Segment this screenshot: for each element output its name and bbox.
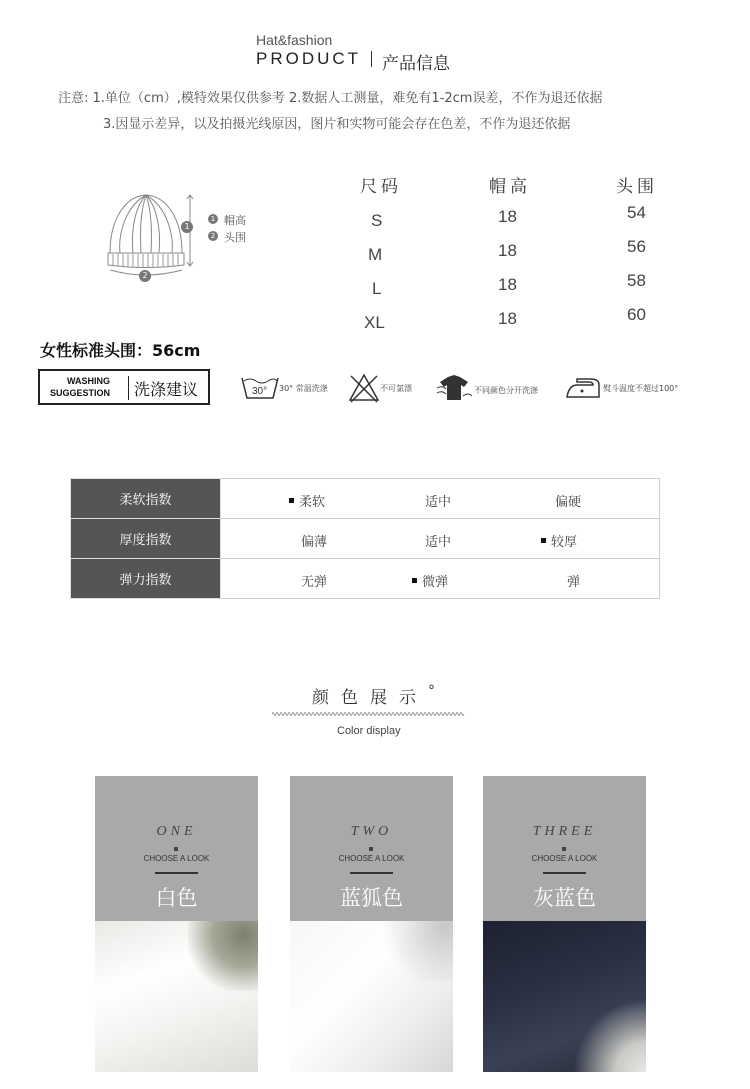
card-number: ONE: [156, 824, 197, 839]
index-option-selected: [289, 491, 325, 510]
legend-2-label: 头围: [224, 231, 246, 244]
wash-label-1: 30° 常温洗涤: [279, 384, 328, 393]
card-underline: [543, 872, 586, 874]
selected-marker-icon: [412, 578, 417, 583]
card-number: THREE: [532, 824, 597, 839]
color-card-grey-blue: [483, 776, 646, 1072]
header-title-en: PRODUCT: [256, 49, 362, 68]
index-row-softness: [71, 479, 660, 519]
card-choose-label: CHOOSE A LOOK: [531, 854, 598, 863]
washing-divider: [128, 376, 129, 400]
index-label-softness: 柔软指数: [71, 479, 221, 519]
card-dot: [369, 847, 373, 851]
separate-colors-icon: [436, 374, 474, 404]
height-cell: 18: [498, 309, 517, 328]
card-choose-label: CHOOSE A LOOK: [338, 854, 405, 863]
index-label-thickness: 厚度指数: [71, 519, 221, 559]
index-option-selected: [541, 531, 577, 550]
index-row-elasticity: [71, 559, 660, 599]
washing-en: [50, 375, 110, 399]
color-display-title-suffix: °: [428, 683, 447, 699]
index-option-selected: [412, 571, 448, 590]
legend-1-badge: 1: [208, 214, 218, 224]
color-card-blue-fox: [290, 776, 453, 1072]
index-options-softness: [221, 479, 660, 519]
circumference-cell: 58: [627, 271, 646, 290]
index-option: 偏硬: [555, 495, 582, 510]
legend-2-badge: 2: [208, 231, 218, 241]
card-underline: [155, 872, 198, 874]
washing-cn: 洗涤建议: [134, 380, 199, 399]
legend-1-label: 帽高: [224, 214, 246, 227]
washing-suggestion-box: [38, 369, 210, 405]
selected-marker-icon: [541, 538, 546, 543]
card-number: TWO: [350, 824, 393, 839]
height-cell: 18: [498, 207, 517, 226]
option-text: 微弹: [422, 575, 449, 590]
wash-label-2: 不可氯漂: [380, 384, 412, 393]
note-line-1: 注意: 1.单位（cm）,模特效果仅供参考 2.数据人工测量，难免有1-2cm误差，不作为退还依据: [58, 91, 603, 106]
washing-en-line1: WASHING: [67, 376, 111, 386]
no-bleach-icon: [348, 373, 380, 403]
height-marker: 1: [181, 221, 193, 233]
option-text: 柔软: [299, 495, 326, 510]
index-label-elasticity: 弹力指数: [71, 559, 221, 599]
wash-30-icon: [241, 375, 279, 401]
iron-icon: [565, 376, 601, 400]
women-standard-label: 女性标准头围：56cm: [40, 341, 201, 360]
card-color-name: 蓝狐色: [340, 886, 403, 910]
color-card-white: [95, 776, 258, 1072]
card-color-name: 白色: [155, 886, 198, 910]
header-subtitle: Hat&fashion: [256, 32, 333, 48]
size-cell: L: [372, 279, 382, 298]
hat-diagram: [98, 188, 210, 283]
card-header: [290, 776, 453, 921]
index-options-thickness: [221, 519, 660, 559]
note-line-2: 3.因显示差异，以及拍摄光线原因，图片和实物可能会存在色差，不作为退还依据: [103, 117, 571, 132]
color-display-title: [312, 683, 447, 708]
wave-divider: [272, 710, 466, 718]
index-options-elasticity: [221, 559, 660, 599]
washing-en-line2: SUGGESTION: [50, 388, 111, 398]
index-option: 适中: [425, 495, 452, 510]
card-header: [483, 776, 646, 921]
index-option: 无弹: [301, 575, 328, 590]
wash-label-3: 不同颜色分开洗涤: [474, 386, 538, 395]
wash-label-4: 熨斗温度不超过100°: [603, 384, 679, 393]
circumference-col-header: 头围: [616, 177, 658, 197]
circumference-marker: 2: [139, 270, 151, 282]
circumference-cell: 60: [627, 305, 646, 324]
selected-marker-icon: [289, 498, 294, 503]
height-col-header: 帽高: [489, 177, 531, 197]
circumference-cell: 56: [627, 237, 646, 256]
index-option: 适中: [425, 535, 452, 550]
size-cell: XL: [364, 313, 385, 332]
index-table: [70, 478, 660, 599]
card-underline: [350, 872, 393, 874]
size-col-header: 尺码: [360, 177, 402, 197]
option-text: 较厚: [551, 535, 578, 550]
wash-temp-text: 30°: [252, 386, 268, 397]
card-dot: [562, 847, 566, 851]
height-cell: 18: [498, 241, 517, 260]
card-dot: [174, 847, 178, 851]
fur-swatch-image: [95, 921, 258, 1072]
header-title-cn: 产品信息: [382, 54, 450, 74]
card-header: [95, 776, 258, 921]
height-cell: 18: [498, 275, 517, 294]
color-display-title-text: 颜色展示: [312, 688, 428, 708]
index-row-thickness: [71, 519, 660, 559]
size-cell: S: [371, 211, 383, 230]
index-option: 偏薄: [301, 535, 328, 550]
card-color-name: 灰蓝色: [533, 886, 596, 910]
header-divider: [371, 51, 372, 67]
fur-swatch-image: [290, 921, 453, 1072]
circumference-cell: 54: [627, 203, 646, 222]
color-display-subtitle: Color display: [337, 725, 401, 737]
index-option: 弹: [567, 575, 581, 590]
card-choose-label: CHOOSE A LOOK: [143, 854, 210, 863]
fur-swatch-image: [483, 921, 646, 1072]
size-cell: M: [368, 245, 383, 264]
